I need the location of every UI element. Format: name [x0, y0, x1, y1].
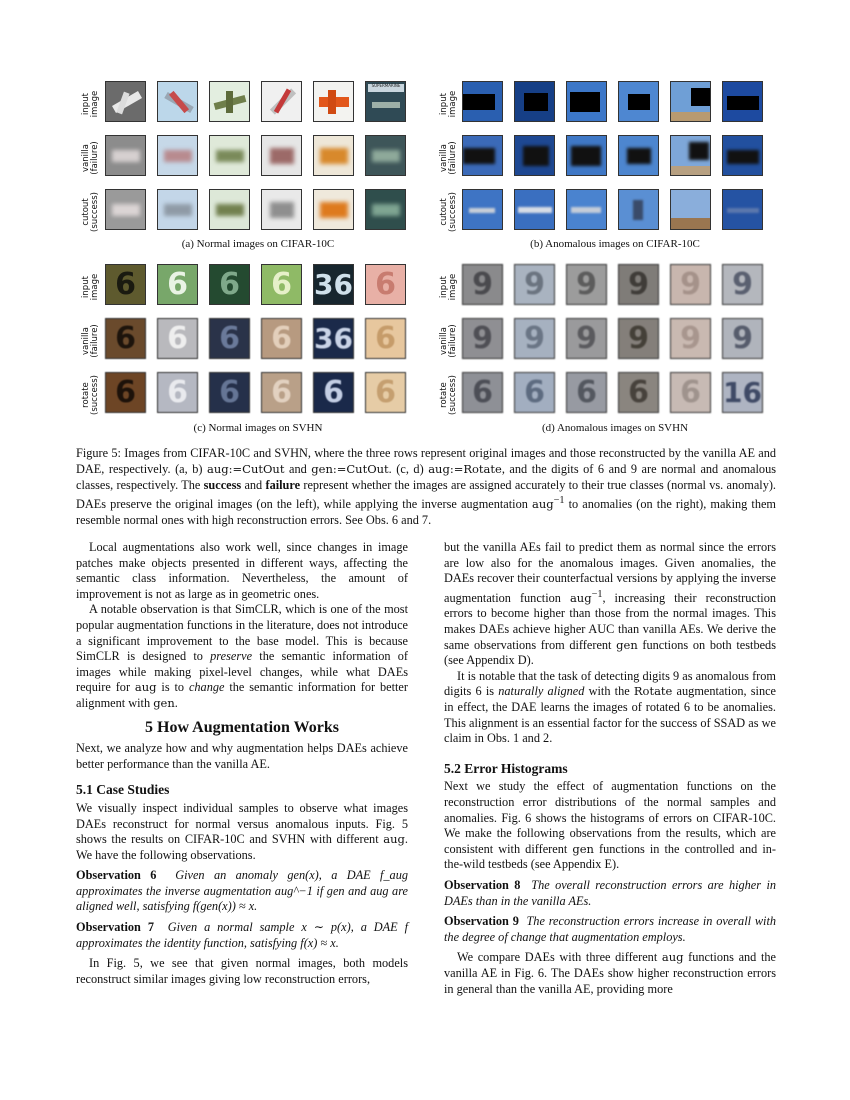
paragraph: Next we study the effect of augmentation functions on the reconstruction error distributions of the normal samples and anomalies. Fig. 6 shows the histograms of errors on CIFAR-10C. We make the following observations from the results, which are consistent with different gen functions in the controlled and in-the-wild testbeds (see Appendix E).	[444, 779, 776, 872]
thumb-b-cutout-4	[618, 189, 659, 230]
thumb-b-input-3	[566, 81, 607, 122]
row-label-input-c: input image	[81, 273, 100, 301]
thumb-a-vanilla-5	[313, 135, 354, 176]
thumb-c-rotate-5: 6	[313, 372, 354, 413]
row-label-cutout: cutout (success)	[81, 192, 100, 232]
thumb-c-vanilla-5: 36	[313, 318, 354, 359]
thumb-d-vanilla-6: 9	[722, 318, 763, 359]
thumb-b-input-4	[618, 81, 659, 122]
thumb-b-cutout-6	[722, 189, 763, 230]
paragraph: It is notable that the task of detecting digits 9 as anomalous from digits 6 is naturally aligned with the Rotate augmentation, since in effect, the DAE learns the images of rotated 6 to be anomalies. This alignment is an essential factor for the success of SSAD as we claim in Obs. 1 and 2.	[444, 668, 777, 746]
thumb-b-vanilla-2	[514, 135, 555, 176]
thumb-d-input-1: 9	[462, 264, 503, 305]
thumb-a-input-1	[105, 81, 146, 122]
thumb-a-cutout-1	[105, 189, 146, 230]
thumb-a-input-6	[365, 81, 406, 122]
paragraph: We compare DAEs with three different aug functions and the vanilla AE in Fig. 6. The DAEs show higher reconstruction errors in general than the vanilla AE, providing more	[444, 950, 776, 996]
observation-8: Observation 8 The overall reconstruction errors are higher in DAEs than in the vanilla AEs.	[444, 877, 777, 908]
row-label-input: input image	[81, 90, 100, 118]
thumb-c-rotate-4: 6	[261, 372, 302, 413]
thumb-b-cutout-3	[566, 189, 607, 230]
thumb-d-rotate-4: 6	[618, 372, 659, 413]
thumb-a-vanilla-6	[365, 135, 406, 176]
row-label-vanilla: vanilla (failure)	[81, 141, 100, 175]
thumb-d-rotate-3: 6	[566, 372, 607, 413]
subcaption-b: (b) Anomalous images on CIFAR-10C	[530, 238, 700, 250]
thumb-d-vanilla-4: 9	[618, 318, 659, 359]
thumb-a-input-3	[209, 81, 250, 122]
thumb-b-vanilla-6	[722, 135, 763, 176]
thumb-d-vanilla-3: 9	[566, 318, 607, 359]
thumb-d-input-6: 9	[722, 264, 763, 305]
paragraph: Next, we analyze how and why augmentation helps DAEs achieve better performance than the vanilla AE.	[76, 741, 408, 771]
thumb-c-input-4: 6	[261, 264, 302, 305]
paragraph: In Fig. 5, we see that given normal images, both models reconstruct similar images giving low reconstruction errors,	[76, 956, 408, 986]
thumb-d-input-3: 9	[566, 264, 607, 305]
thumb-a-vanilla-1	[105, 135, 146, 176]
thumb-c-rotate-3: 6	[209, 372, 250, 413]
paragraph: Local augmentations also work well, since changes in image patches make objects presented in different ways, affecting the semantic class information. Nevertheless, the amount of improvement is not as large as in geometric ones.	[76, 540, 408, 601]
paragraph: but the vanilla AEs fail to predict them as normal since the errors are low also for the anomalous images. Given anomalies, the DAEs recover their counterfactual versions by applying the inverse augmentation function aug$^{-1}$, increasing their reconstruction errors to become higher than those from the normal images. This makes DAEs achieve higher AUC than vanilla AEs. We derive the same observations from different gen functions on both testbeds (see Appendix D).	[444, 540, 776, 668]
thumb-c-vanilla-6: 6	[365, 318, 406, 359]
figure-caption: Figure 5: Images from CIFAR-10C and SVHN, where the three rows represent original images and those reconstructed by the vanilla AE and DAE, respectively. (a, b) aug:=CutOut and gen:=CutOut. (c, d) aug:=Rotate, and the digits of 6 and 9 are normal and anomalous classes, respectively. The success and failure represent whether the images are assigned accurately to their true classes (normal vs. anomaly). DAEs preserve the original images (on the left), while applying the inverse augmentation aug$^{-1}$ to anomalies (on the right), making them resemble normal ones with high reconstruction errors. See Obs. 6 and 7.	[76, 446, 777, 528]
thumb-a-vanilla-4	[261, 135, 302, 176]
thumb-d-rotate-6: 16	[722, 372, 763, 413]
thumb-b-vanilla-4	[618, 135, 659, 176]
row-label-input-d: input image	[439, 273, 458, 301]
thumb-c-rotate-1: 6	[105, 372, 146, 413]
thumb-a-input-4	[261, 81, 302, 122]
thumb-a-cutout-2	[157, 189, 198, 230]
subsection-heading: 5.1 Case Studies	[76, 782, 170, 798]
thumb-d-vanilla-1: 9	[462, 318, 503, 359]
observation-7: Observation 7 Given a normal sample x ∼ p(x), a DAE f approximates the identity function, satisfying f(x) ≈ x.	[76, 920, 408, 950]
thumb-d-rotate-5: 6	[670, 372, 711, 413]
row-label-vanilla-d: vanilla (failure)	[439, 324, 458, 358]
paragraph: A notable observation is that SimCLR, which is one of the most popular augmentation functions in the literature, does not introduce a significant improvement to the base model. This is because SimCLR is designed to preserve the semantic information of images while making pixel-level changes, while what DAEs require for aug is to change the semantic information for better alignment with gen.	[76, 602, 409, 710]
thumb-a-cutout-3	[209, 189, 250, 230]
thumb-b-cutout-1	[462, 189, 503, 230]
row-label-input-b: input image	[439, 90, 458, 118]
thumb-b-cutout-2	[514, 189, 555, 230]
thumb-b-vanilla-3	[566, 135, 607, 176]
thumb-b-input-1	[462, 81, 503, 122]
thumb-a-input-2	[157, 81, 198, 122]
row-label-vanilla-b: vanilla (failure)	[439, 141, 458, 175]
thumb-a-cutout-6	[365, 189, 406, 230]
thumb-c-vanilla-1: 6	[105, 318, 146, 359]
row-label-rotate-c: rotate (success)	[81, 375, 100, 415]
thumb-a-cutout-4	[261, 189, 302, 230]
thumb-a-cutout-5	[313, 189, 354, 230]
subcaption-a: (a) Normal images on CIFAR-10C	[181, 238, 335, 250]
thumb-a-vanilla-3	[209, 135, 250, 176]
subcaption-d: (d) Anomalous images on SVHN	[541, 422, 689, 434]
thumb-d-rotate-2: 6	[514, 372, 555, 413]
thumb-c-input-3: 6	[209, 264, 250, 305]
thumb-c-vanilla-3: 6	[209, 318, 250, 359]
thumb-c-input-2: 6	[157, 264, 198, 305]
thumb-b-input-6	[722, 81, 763, 122]
thumb-c-input-6: 6	[365, 264, 406, 305]
thumb-c-rotate-2: 6	[157, 372, 198, 413]
thumb-c-input-5: 36	[313, 264, 354, 305]
poster-text: SUPERMARINE	[371, 83, 401, 88]
thumb-d-vanilla-5: 9	[670, 318, 711, 359]
thumb-b-vanilla-1	[462, 135, 503, 176]
thumb-b-input-2	[514, 81, 555, 122]
thumb-c-rotate-6: 6	[365, 372, 406, 413]
row-label-vanilla-c: vanilla (failure)	[81, 324, 100, 358]
thumb-c-input-1: 6	[105, 264, 146, 305]
subcaption-c: (c) Normal images on SVHN	[193, 422, 323, 434]
observation-9: Observation 9 The reconstruction errors increase in overall with the degree of change that augmentation employs.	[444, 914, 777, 944]
observation-6: Observation 6 Given an anomaly gen(x), a DAE f_aug approximates the inverse augmentation aug^−1 if gen and aug are aligned well, satisfying f(gen(x)) ≈ x.	[76, 868, 409, 914]
paragraph: We visually inspect individual samples to observe what images DAEs reconstruct for normal versus anomalous inputs. Fig. 5 shows the results on CIFAR-10C and SVHN with different aug. We have the following observations.	[76, 800, 408, 862]
thumb-a-input-5	[313, 81, 354, 122]
row-label-rotate-d: rotate (success)	[439, 375, 458, 415]
thumb-b-vanilla-5	[670, 135, 711, 176]
subsection-heading: 5.2 Error Histograms	[444, 760, 568, 776]
thumb-d-rotate-1: 6	[462, 372, 503, 413]
thumb-d-input-2: 9	[514, 264, 555, 305]
thumb-b-cutout-5	[670, 189, 711, 230]
right-column	[444, 540, 776, 997]
section-heading: 5 How Augmentation Works	[145, 718, 339, 736]
row-label-cutout-b: cutout (success)	[439, 192, 458, 232]
thumb-c-vanilla-4: 6	[261, 318, 302, 359]
thumb-a-vanilla-2	[157, 135, 198, 176]
thumb-c-vanilla-2: 6	[157, 318, 198, 359]
thumb-d-input-4: 9	[618, 264, 659, 305]
thumb-d-vanilla-2: 9	[514, 318, 555, 359]
thumb-d-input-5: 9	[670, 264, 711, 305]
thumb-b-input-5	[670, 81, 711, 122]
left-column	[76, 540, 408, 987]
